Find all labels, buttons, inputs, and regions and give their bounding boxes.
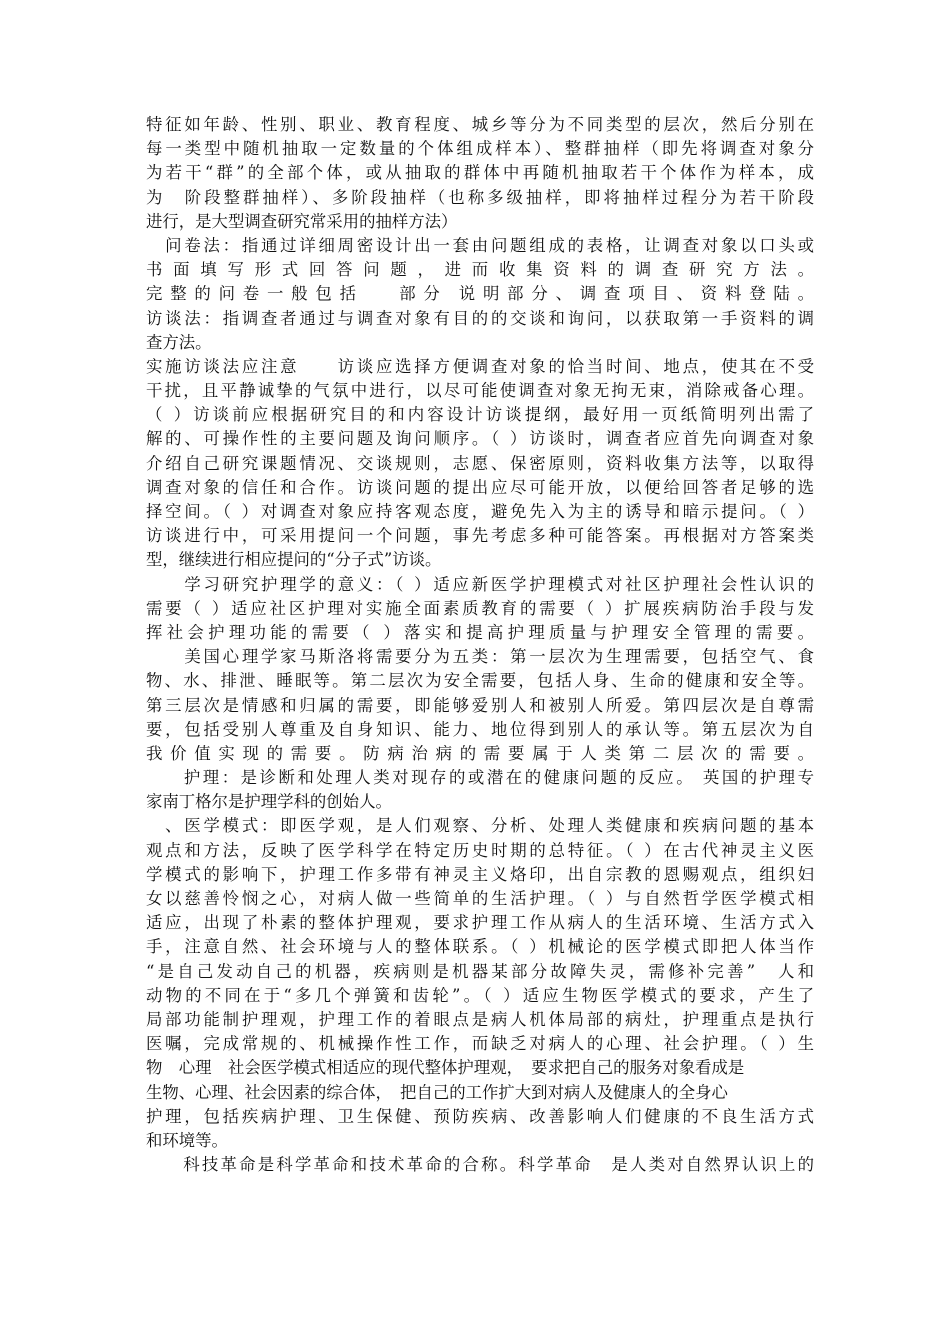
text-line: 择空间。（ ）对调查对象应持客观态度，避免先入为主的诱导和暗示提问。（ ） <box>146 502 814 521</box>
text-line: 医嘱，完成常规的、机械操作性工作，而缺乏对病人的心理、社会护理。（ ）生 <box>146 1034 814 1054</box>
text-line: 生物、心理、社会因素的综合体， 把自己的工作扩大到对病人及健康人的全身心 <box>146 1082 728 1102</box>
text-line: 需要（ ）适应社区护理对实施全面素质教育的需要（ ）扩展疾病防治手段与发 <box>146 598 814 618</box>
text-line: 每一类型中随机抽取一定数量的个体组成样本）、整群抽样（即先将调查对象分 <box>146 139 814 159</box>
text-line: “是自己发动自己的机器，疾病则是机器某部分故障失灵，需修补完善” 人和 <box>146 961 814 981</box>
text-line: 我 价 值 实 现 的 需 要 。 防 病 治 病 的 需 要 属 于 人 类 第 二 层 次 的 需 要 。 <box>146 743 814 763</box>
text-line: 进行，是大型调查研究常采用的抽样方法） <box>146 211 458 231</box>
text-line: 、医学模式：即医学观，是人们观察、分析、处理人类健康和疾病问题的基本 <box>146 816 814 836</box>
text-line: 第三层次是情感和归属的需要，即能够爱别人和被别人所爱。第四层次是自尊需 <box>146 695 814 715</box>
text-line: 查方法。 <box>146 332 212 352</box>
text-line: 为 阶段整群抽样）、多阶段抽样（也称多级抽样，即将抽样过程分为若干阶段 <box>146 187 814 207</box>
text-line: 物 心理 社会医学模式相适应的现代整体护理观， 要求把自己的服务对象看成是 <box>146 1058 745 1078</box>
text-line: 护理：是诊断和处理人类对现存的或潜在的健康问题的反应。 英国的护理专 <box>146 768 814 788</box>
text-line: 特征如年龄、性别、职业、教育程度、城乡等分为不同类型的层次，然后分别在 <box>146 115 814 134</box>
text-line: 手，注意自然、社会环境与人的整体联系。（ ）机械论的医学模式即把人体当作 <box>146 937 814 957</box>
text-line: 家南丁格尔是护理学科的创始人。 <box>146 792 392 812</box>
text-line: 实施访谈法应注意 访谈应选择方便调查对象的恰当时间、地点，使其在不受 <box>146 356 814 376</box>
text-line: 美国心理学家马斯洛将需要分为五类：第一层次为生理需要，包括空气、食 <box>146 647 814 667</box>
text-line: 和环境等。 <box>146 1130 228 1150</box>
text-line: 适应，出现了朴素的整体护理观，要求护理工作从病人的生活环境、生活方式入 <box>146 913 814 933</box>
text-line: （ ）访谈前应根据研究目的和内容设计访谈提纲，最好用一页纸简明列出需了 <box>146 405 814 425</box>
text-line: 要，包括受别人尊重及自身知识、能力、地位得到别人的承认等。第五层次为自 <box>146 719 814 739</box>
text-line: 护理，包括疾病护理、卫生保健、预防疾病、改善影响人们健康的不良生活方式 <box>146 1106 814 1126</box>
text-line: 局部功能制护理观，护理工作的着眼点是病人机体局部的病灶，护理重点是执行 <box>146 1009 814 1029</box>
body-text <box>146 113 814 1177</box>
text-line: 动物的不同在于“多几个弹簧和齿轮”。（ ）适应生物医学模式的要求，产生了 <box>146 985 814 1005</box>
text-line: 访谈进行中，可采用提问一个问题，事先考虑多种可能答案。再根据对方答案类 <box>146 526 814 546</box>
text-line: 书 面 填 写 形 式 回 答 问 题 ， 进 而 收 集 资 料 的 调 查 研 究 方 法 。 <box>146 260 814 280</box>
text-line: 挥社会护理功能的需要（ ）落实和提高护理质量与护理安全管理的需要。 <box>146 622 814 642</box>
text-line: 科技革命是科学革命和技术革命的合称。科学革命 是人类对自然界认识上的 <box>146 1155 814 1175</box>
text-line: 介绍自己研究课题情况、交谈规则，志愿、保密原则，资料收集方法等，以取得 <box>146 453 814 473</box>
text-line: 为若干“群”的全部个体，或从抽取的群体中再随机抽取若干个体作为样本，成 <box>146 163 814 183</box>
text-line: 观点和方法，反映了医学科学在特定历史时期的总特征。（ ）在古代神灵主义医 <box>146 840 814 860</box>
text-line: 学习研究护理学的意义：（ ）适应新医学护理模式对社区护理社会性认识的 <box>146 574 814 594</box>
text-line: 访谈法：指调查者通过与调查对象有目的的交谈和询问，以获取第一手资料的调 <box>146 308 814 328</box>
text-line: 干扰，且平静诚挚的气氛中进行，以尽可能使调查对象无拘无束，消除戒备心理。 <box>146 381 814 401</box>
text-line: 型，继续进行相应提问的“分子式”访谈。 <box>146 550 442 570</box>
text-line: 学模式的影响下，护理工作多带有神灵主义烙印，出自宗教的恩赐观点，组织妇 <box>146 864 814 884</box>
text-line: 问卷法：指通过详细周密设计出一套由问题组成的表格，让调查对象以口头或 <box>146 235 814 255</box>
text-line: 物、水、排泄、睡眠等。第二层次为安全需要，包括人身、生命的健康和安全等。 <box>146 671 814 691</box>
text-line: 完 整 的 问 卷 一 般 包 括 部 分 说 明 部 分 、 调 查 项 目 、 资 料 登 陆 。 <box>146 284 814 304</box>
text-line: 调查对象的信任和合作。访谈问题的提出应尽可能开放，以便给回答者足够的选 <box>146 477 814 497</box>
text-line: 解的、可操作性的主要问题及询问顺序。（ ）访谈时，调查者应首先向调查对象 <box>146 429 814 449</box>
text-line: 女以慈善怜悯之心，对病人做一些简单的生活护理。（ ）与自然哲学医学模式相 <box>146 889 814 908</box>
